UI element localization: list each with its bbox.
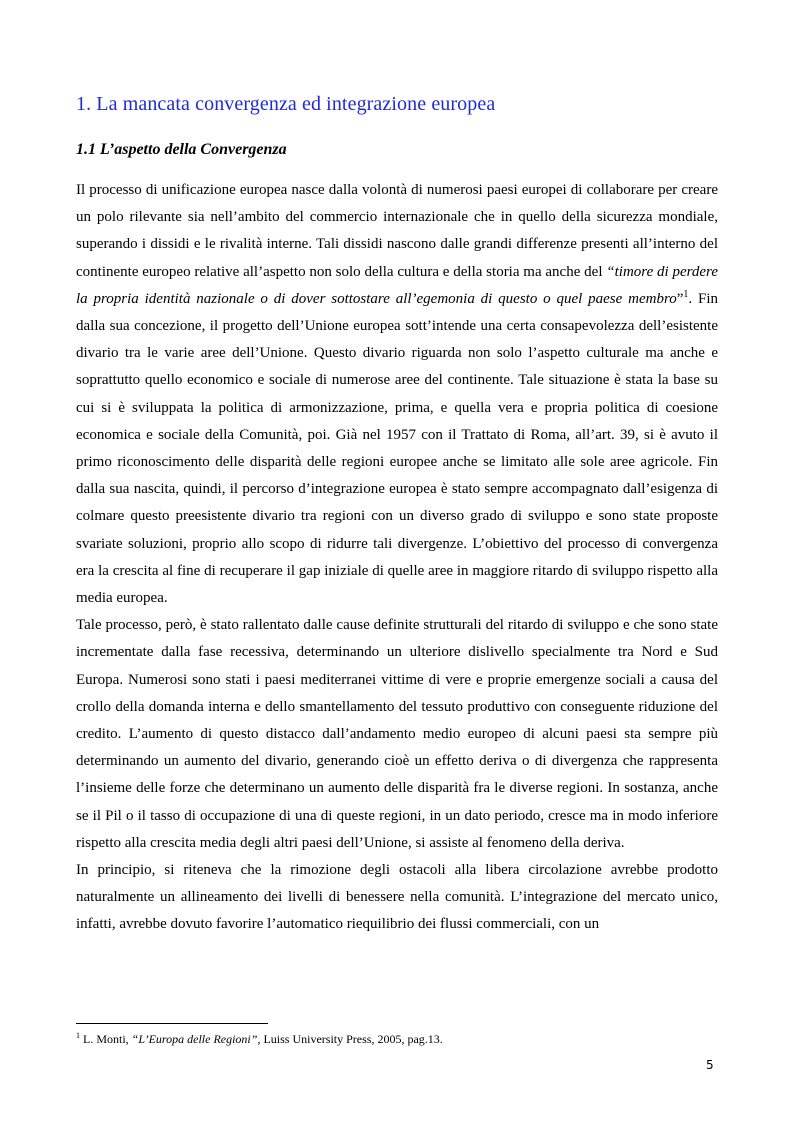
- body-text: [76, 177, 718, 939]
- paragraph-1-quote-close: ”: [676, 290, 684, 307]
- paragraph-1-text-end: . Fin dalla sua concezione, il progetto dell’Unione europea sott’intende una certa consapevolezza dell’esistente divario tra le varie aree dell’Unione. Questo divario riguarda non solo l’aspetto culturale ma anche e soprattutto quello economico e sociale di numerose aree del continente. Tale situazione è stata la base su cui si è sviluppata la politica di armonizzazione, prima, e quella vera e propria politica di coesione economica e sociale della Comunità, poi. Già nel 1957 con il Trattato di Roma, all’art. 39, si è avuto il primo riconoscimento delle disparità delle regioni europee anche se limitato alle sole aree agricole. Fin dalla sua nascita, quindi, il percorso d’integrazione europea è stato sempre accompagnato dall’esigenza di colmare questo preesistente divario tra regioni con un diverso grado di sviluppo e sono state proposte svariate soluzioni, proprio allo scopo di ridurre tali divergenze. L’obiettivo del processo di convergenza era la crescita al fine di recuperare il gap iniziale di quelle aree in maggiore ritardo di sviluppo rispetto alla media europea.: [76, 290, 718, 607]
- footnote-separator: [76, 1023, 268, 1024]
- paragraph-1: [76, 177, 718, 612]
- paragraph-1-quote: “timore di perdere la propria identità nazionale o di dover sottostare all’egemonia di questo o quel paese membro: [76, 263, 718, 307]
- page-number: 5: [706, 1058, 714, 1072]
- chapter-title: 1. La mancata convergenza ed integrazione europea: [76, 93, 496, 115]
- footnote-author: L. Monti,: [80, 1032, 132, 1046]
- footnote: [76, 1031, 443, 1047]
- section-title: 1.1 L’aspetto della Convergenza: [76, 141, 287, 158]
- paragraph-3: In principio, si riteneva che la rimozione degli ostacoli alla libera circolazione avrebbe prodotto naturalmente un allineamento dei livelli di benessere nella comunità. L’integrazione del mercato unico, infatti, avrebbe dovuto favorire l’automatico riequilibrio dei flussi commerciali, con un: [76, 862, 718, 933]
- footnote-title: “L’Europa delle Regioni”: [131, 1032, 258, 1046]
- footnote-reference[interactable]: 1: [683, 288, 689, 300]
- footnote-number: 1: [76, 1031, 80, 1040]
- paragraph-2: Tale processo, però, è stato rallentato dalle cause definite strutturali del ritardo di sviluppo e che sono state incrementate dalla fase recessiva, determinando un ulteriore dislivello specialmente tra Nord e Sud Europa. Numerosi sono stati i paesi mediterranei vittime di vere e proprie emergenze sociali a causa del crollo della domanda interna e dello smantellamento del tessuto produttivo con conseguente riduzione del credito. L’aumento di questo distacco dall’andamento medio europeo di alcuni paesi sta sempre più determinando un aumento del divario, generando cioè un effetto deriva o di divergenza che rappresenta l’insieme delle forze che determinano un aumento delle disparità fra le diverse regioni. In sostanza, anche se il Pil o il tasso di occupazione di una di queste regioni, in un dato periodo, cresce ma in modo inferiore rispetto alla crescita media degli altri paesi dell’Unione, si assiste al fenomeno della deriva.: [76, 617, 718, 851]
- footnote-publication: , Luiss University Press, 2005, pag.13.: [257, 1032, 443, 1046]
- paragraph-1-text-start: Il processo di unificazione europea nasce dalla volontà di numerosi paesi europei di collaborare per creare un polo rilevante sia nell’ambito del commercio internazionale che in quello della sicurezza mondiale, superando i dissidi e le rivalità interne. Tali dissidi nascono dalle grandi differenze presenti all’interno del continente europeo relative all’aspetto non solo della cultura e della storia ma anche del: [76, 182, 718, 280]
